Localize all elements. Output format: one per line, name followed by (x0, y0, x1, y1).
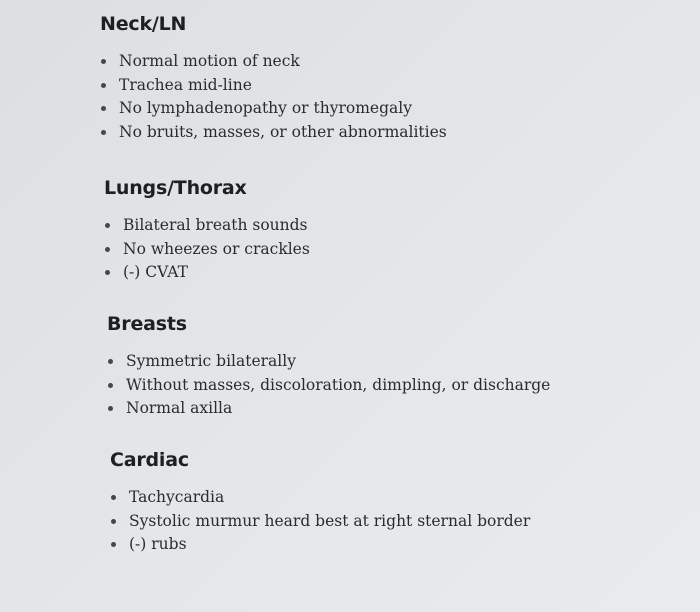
list-item (107, 397, 550, 421)
section-cardiac (110, 448, 530, 557)
bullet-icon (111, 542, 116, 547)
bullet-icon (108, 383, 113, 388)
bullet-icon (105, 223, 110, 228)
list-item (110, 510, 530, 534)
list-item-text: Symmetric bilaterally (126, 352, 296, 370)
list-item-text: Normal motion of neck (119, 52, 300, 70)
bullet-icon (111, 519, 116, 524)
bullet-icon (101, 59, 106, 64)
list-item (104, 261, 310, 285)
list-item-text: No wheezes or crackles (123, 239, 310, 258)
list-item (107, 350, 550, 374)
bullet-list (110, 486, 530, 557)
list-item-text: Without masses, discoloration, dimpling, or discharge (126, 375, 551, 394)
list-item-text: No lymphadenopathy or thyromegaly (119, 99, 412, 117)
section-neck-ln (100, 12, 447, 144)
list-item-text: (-) rubs (129, 535, 187, 553)
bullet-icon (101, 106, 106, 111)
list-item (100, 50, 447, 74)
list-item-text: (-) CVAT (123, 263, 188, 281)
bullet-list (104, 214, 310, 285)
bullet-icon (105, 247, 110, 252)
bullet-icon (108, 359, 113, 364)
list-item-text: Bilateral breath sounds (123, 216, 308, 234)
list-item (110, 533, 530, 557)
list-item-text: Systolic murmur heard best at right sternal border (129, 511, 531, 530)
list-item-text: Normal axilla (126, 399, 233, 417)
list-item-text: No bruits, masses, or other abnormalities (119, 122, 447, 141)
bullet-icon (101, 83, 106, 88)
bullet-list (107, 350, 550, 421)
bullet-list (100, 50, 447, 144)
section-lungs-thorax (104, 176, 310, 285)
list-item (107, 374, 550, 398)
list-item (100, 121, 447, 145)
section-heading: Cardiac (110, 449, 189, 471)
bullet-icon (105, 270, 110, 275)
section-breasts (107, 312, 550, 421)
list-item (104, 238, 310, 262)
list-item-text: Trachea mid-line (119, 75, 252, 94)
list-item-text: Tachycardia (129, 488, 225, 506)
list-item (100, 97, 447, 121)
bullet-icon (108, 406, 113, 411)
section-heading: Lungs/Thorax (104, 177, 247, 199)
list-item (104, 214, 310, 238)
list-item (110, 486, 530, 510)
section-heading: Neck/LN (100, 13, 187, 35)
list-item (100, 74, 447, 98)
bullet-icon (111, 495, 116, 500)
bullet-icon (101, 130, 106, 135)
section-heading: Breasts (107, 313, 187, 335)
